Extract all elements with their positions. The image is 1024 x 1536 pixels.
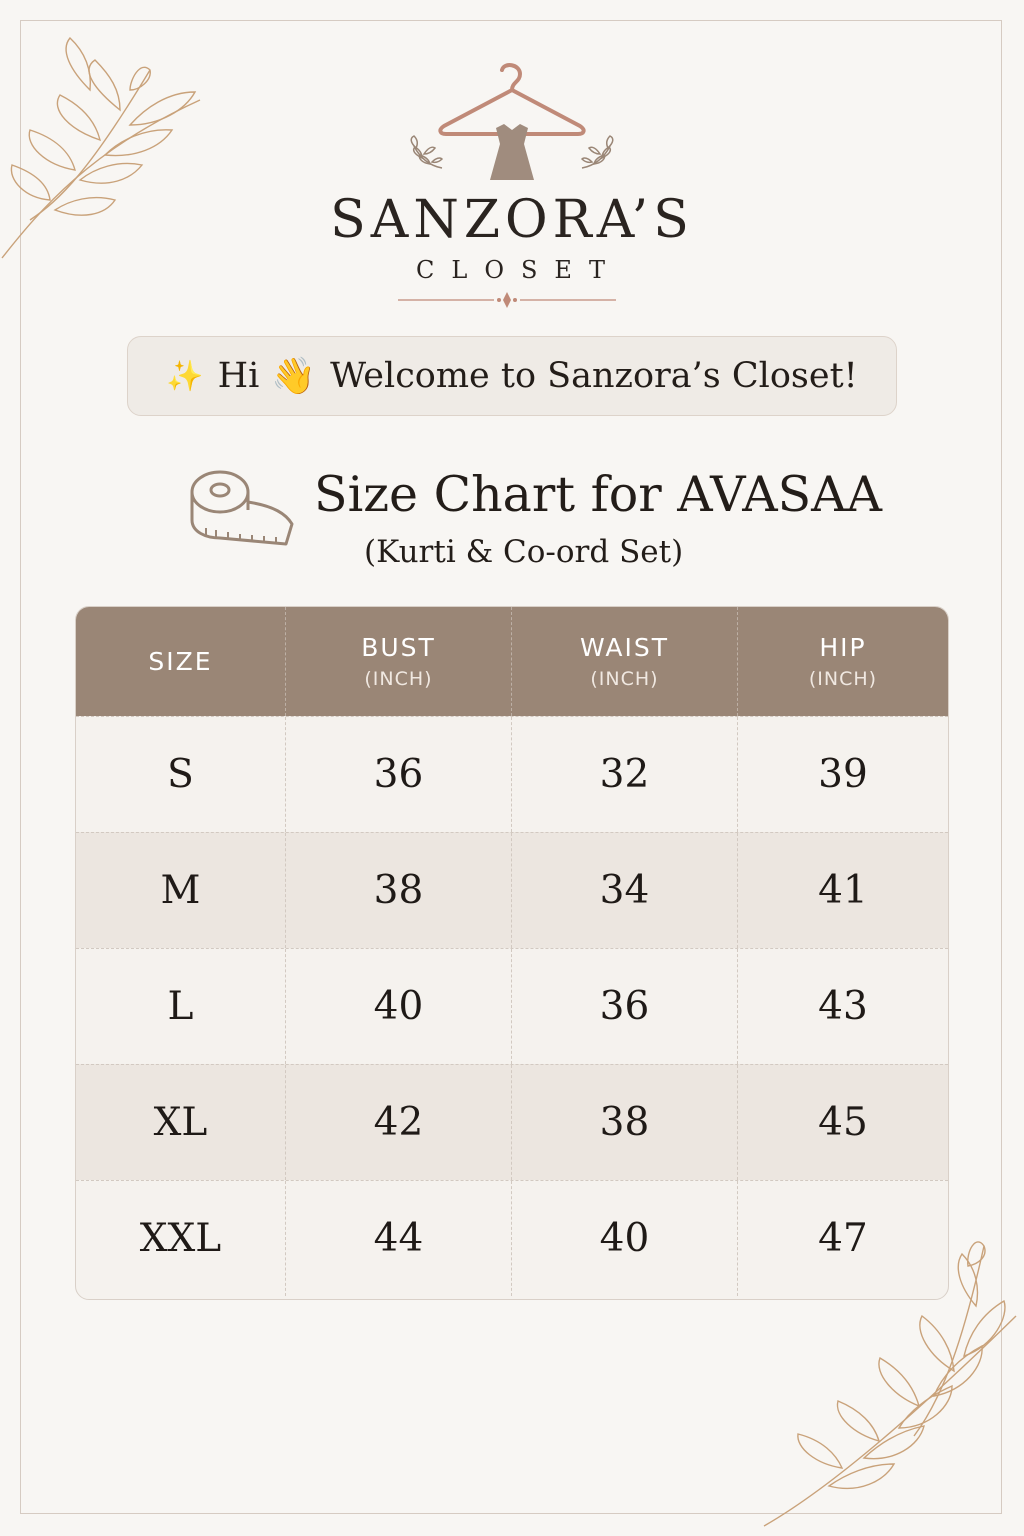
header-unit: (INCH) (590, 668, 659, 690)
header-label: BUST (361, 633, 436, 662)
cell-bust: 36 (286, 717, 512, 832)
cell-waist: 38 (512, 1065, 738, 1180)
header-hip (738, 607, 948, 716)
table-row (76, 716, 948, 832)
header-label: HIP (819, 633, 867, 662)
cell-hip: 43 (818, 984, 868, 1029)
sparkles-icon: ✨ (166, 358, 204, 394)
cell-waist: 36 (512, 949, 738, 1064)
cell-size: S (76, 717, 286, 832)
page-title: Size Chart for AVASAA (314, 466, 882, 523)
cell-hip: 41 (818, 868, 868, 913)
header-unit: (INCH) (808, 668, 878, 690)
brand-name: SANZORA’S (330, 190, 694, 250)
table-row (76, 1064, 948, 1180)
header-unit: (INCH) (364, 668, 433, 690)
cell-waist: 34 (512, 833, 738, 948)
welcome-banner (127, 336, 897, 416)
cell-bust: 42 (286, 1065, 512, 1180)
table-row (76, 948, 948, 1064)
welcome-hi: Hi (217, 356, 260, 396)
page-subtitle: (Kurti & Co-ord Set) (364, 534, 684, 570)
cell-waist: 32 (512, 717, 738, 832)
cell-bust: 40 (286, 949, 512, 1064)
header-size (76, 607, 286, 716)
cell-size: M (76, 833, 286, 948)
cell-hip: 39 (818, 752, 868, 797)
header-bust (286, 607, 512, 716)
cell-hip: 45 (818, 1100, 868, 1145)
waving-hand-icon: 👋 (271, 356, 317, 397)
size-chart-table (75, 606, 949, 1300)
cell-size: XL (76, 1065, 286, 1180)
brand-subtitle: CLOSET (416, 256, 622, 284)
header-waist (512, 607, 738, 716)
header-label: SIZE (148, 647, 213, 676)
cell-size: XXL (76, 1181, 286, 1296)
cell-waist: 40 (512, 1181, 738, 1296)
hanger-dress-logo-icon (400, 48, 624, 188)
cell-bust: 38 (286, 833, 512, 948)
welcome-message: Welcome to Sanzora’s Closet! (330, 356, 858, 396)
cell-size: L (76, 949, 286, 1064)
ornament-divider (398, 290, 616, 310)
cell-hip: 47 (818, 1216, 868, 1261)
header-label: WAIST (580, 633, 669, 662)
table-row (76, 1180, 948, 1296)
table-row (76, 832, 948, 948)
table-header (76, 607, 948, 716)
measuring-tape-icon (186, 462, 298, 552)
cell-bust: 44 (286, 1181, 512, 1296)
